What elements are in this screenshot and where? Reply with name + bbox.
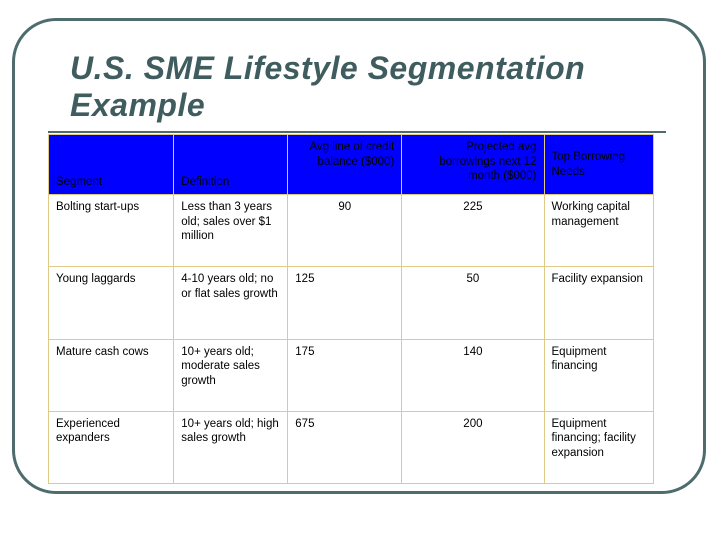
cell-needs: Facility expansion [544,267,654,339]
header-top-needs: Top Borrowing Needs [544,135,654,195]
cell-needs: Equipment financing [544,339,654,411]
header-projected-borrowings: Projected avg borrowings next 12 month ($000) [402,135,544,195]
cell-projected: 50 [402,267,544,339]
cell-definition: 10+ years old; moderate sales growth [174,339,288,411]
header-segment: Segment [49,135,174,195]
cell-segment: Experienced expanders [49,411,174,483]
table-row [49,267,654,339]
cell-projected: 200 [402,411,544,483]
cell-projected: 140 [402,339,544,411]
cell-definition: 4-10 years old; no or flat sales growth [174,267,288,339]
cell-segment: Bolting start-ups [49,195,174,267]
cell-definition: 10+ years old; high sales growth [174,411,288,483]
slide-title: U.S. SME Lifestyle Segmentation Example [70,50,586,123]
cell-needs: Working capital management [544,195,654,267]
cell-segment: Mature cash cows [49,339,174,411]
header-avg-credit: Avg line of credit balance ($000) [288,135,402,195]
table-row [49,411,654,483]
cell-avg-credit: 175 [288,339,402,411]
header-definition: Definition [174,135,288,195]
cell-projected: 225 [402,195,544,267]
title-underline [48,131,666,133]
cell-avg-credit: 125 [288,267,402,339]
cell-definition: Less than 3 years old; sales over $1 million [174,195,288,267]
cell-segment: Young laggards [49,267,174,339]
table-row [49,339,654,411]
table-header-row [49,135,654,195]
segmentation-table [48,134,654,484]
cell-avg-credit: 675 [288,411,402,483]
cell-needs: Equipment financing; facility expansion [544,411,654,483]
table-row [49,195,654,267]
cell-avg-credit: 90 [288,195,402,267]
